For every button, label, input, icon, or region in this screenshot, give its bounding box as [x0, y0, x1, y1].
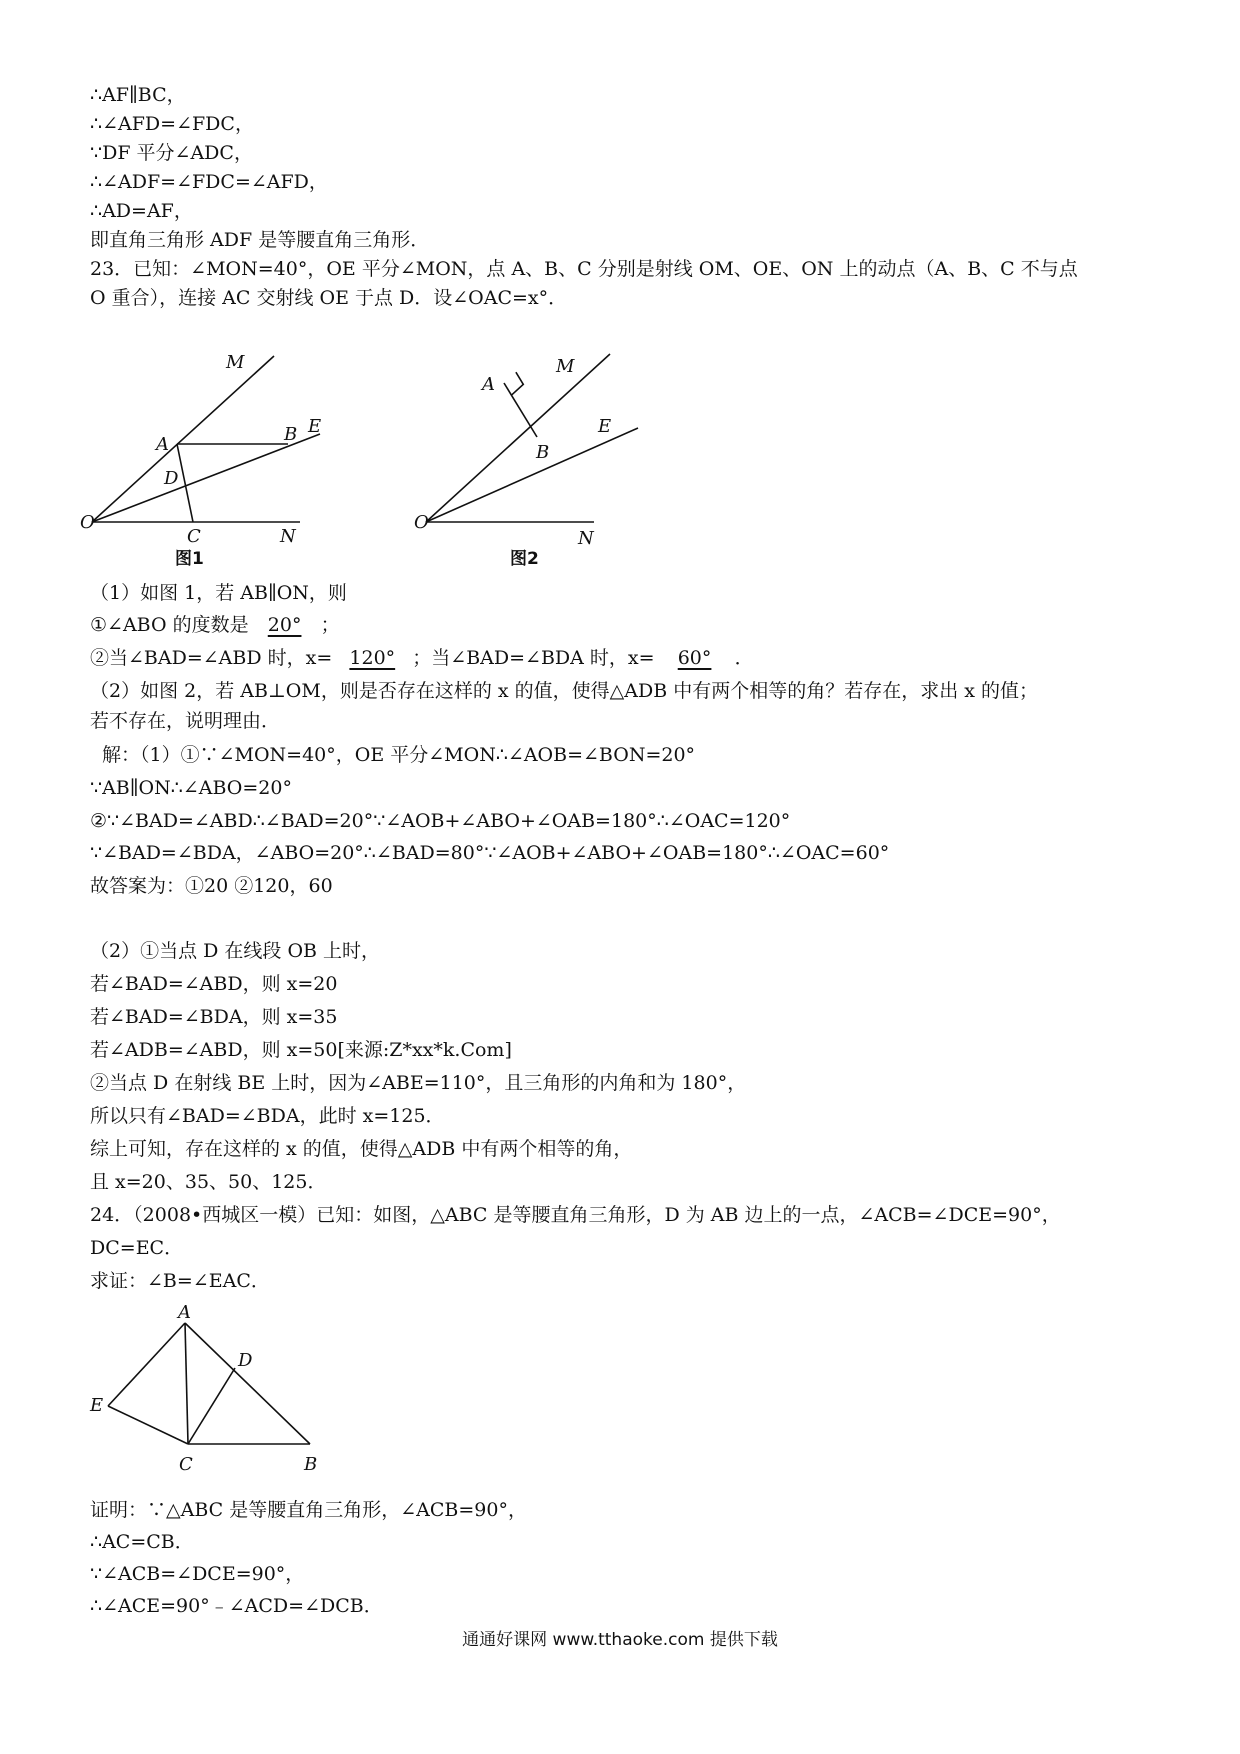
label-d: D	[238, 1350, 253, 1371]
label-c: C	[187, 526, 201, 547]
label-e: E	[308, 416, 322, 437]
label-b: B	[304, 1454, 318, 1475]
text-line: ∴AF∥BC，	[90, 84, 186, 106]
question-24-line2: DC=EC．	[90, 1237, 184, 1259]
right-angle-mark	[511, 372, 523, 395]
label-c: C	[179, 1454, 193, 1475]
ray-om	[426, 354, 610, 522]
question-24-line1: 24．（2008•西城区一模）已知：如图，△ABC 是等腰直角三角形，D 为 AB 边上的一点，∠ACB=∠DCE=90°，	[90, 1204, 1061, 1226]
part-1-heading: （1）如图 1，若 AB∥ON，则	[90, 582, 347, 604]
solution-line: （2）①当点 D 在线段 OB 上时，	[90, 940, 381, 962]
part-1-a-end: ；	[320, 614, 340, 636]
solution-line: ②当点 D 在射线 BE 上时，因为∠ABE=110°，且三角形的内角和为 180°，	[90, 1072, 747, 1094]
proof-line: ∵∠ACB=∠DCE=90°，	[90, 1563, 305, 1585]
label-o: O	[414, 512, 429, 533]
solution-line: 综上可知，存在这样的 x 的值，使得△ADB 中有两个相等的角，	[90, 1138, 633, 1160]
solution-line: ∵∠BAD=∠BDA，∠ABO=20°∴∠BAD=80°∵∠AOB+∠ABO+∠OAB=180°∴∠OAC=60°	[90, 842, 890, 864]
footer: 通通好课网 www.tthaoke.com 提供下载	[462, 1630, 778, 1650]
figure-2	[414, 348, 714, 574]
solution-line: 若∠BAD=∠ABD，则 x=20	[90, 973, 338, 995]
segment-ab	[185, 1323, 310, 1444]
solution-line: ②∵∠BAD=∠ABD∴∠BAD=20°∵∠AOB+∠ABO+∠OAB=180°∴∠OAC=120°	[90, 810, 791, 832]
segment-ec	[108, 1406, 188, 1444]
label-m: M	[226, 352, 245, 373]
figure-2-caption: 图2	[510, 549, 539, 569]
label-a: A	[156, 434, 169, 455]
text-line: ∴∠ADF=∠FDC=∠AFD，	[90, 171, 328, 193]
ray-om	[92, 356, 274, 522]
solution-line: ∵AB∥ON∴∠ABO=20°	[90, 777, 292, 799]
solution-line: 若∠BAD=∠BDA，则 x=35	[90, 1006, 338, 1028]
ray-oe	[92, 434, 320, 522]
part-1-b-mid: ；当∠BAD=∠BDA 时，x=	[412, 647, 655, 669]
proof-line: ∴AC=CB．	[90, 1531, 194, 1553]
text-line: ∵DF 平分∠ADC，	[90, 142, 253, 164]
label-b: B	[536, 442, 550, 463]
part-2-line2: 若不存在，说明理由．	[90, 710, 281, 732]
question-23-line1: 23．已知：∠MON=40°，OE 平分∠MON，点 A、B、C 分别是射线 OM、OE、ON 上的动点（A、B、C 不与点	[90, 258, 1078, 280]
part-1-b-text: ②当∠BAD=∠ABD 时，x=	[90, 647, 333, 669]
figure-3	[80, 1300, 340, 1480]
proof-line: ∴∠ACE=90°﹣∠ACD=∠DCB．	[90, 1595, 383, 1617]
solution-line: 所以只有∠BAD=∠BDA，此时 x=125．	[90, 1105, 445, 1127]
label-n: N	[280, 526, 296, 547]
label-n: N	[578, 528, 594, 549]
part-2-line1: （2）如图 2，若 AB⊥OM，则是否存在这样的 x 的值，使得△ADB 中有两个相等的角？若存在，求出 x 的值；	[90, 680, 1038, 702]
question-24-line3: 求证：∠B=∠EAC．	[90, 1270, 270, 1292]
label-a: A	[482, 374, 495, 395]
label-a: A	[178, 1302, 191, 1323]
solution-line: 故答案为：①20 ②120，60	[90, 875, 333, 897]
part-1-b-end: ．	[734, 647, 754, 669]
text-line: ∴∠AFD=∠FDC，	[90, 113, 254, 135]
segment-ac	[177, 444, 193, 522]
part-1-a	[90, 610, 340, 640]
segment-ae	[108, 1323, 185, 1406]
text-line: 即直角三角形 ADF 是等腰直角三角形．	[90, 229, 430, 251]
solution-line: 解：（1）①∵∠MON=40°，OE 平分∠MON∴∠AOB=∠BON=20°	[102, 744, 696, 766]
label-o: O	[80, 512, 95, 533]
label-m: M	[556, 356, 575, 377]
figure-1	[80, 348, 380, 574]
question-23-line2: O 重合），连接 AC 交射线 OE 于点 D．设∠OAC=x°．	[90, 287, 568, 309]
answer-blank-x2: 60°	[677, 647, 712, 669]
solution-line: 且 x=20、35、50、125．	[90, 1171, 327, 1193]
segment-ab	[504, 383, 537, 437]
text-line: ∴AD=AF，	[90, 200, 193, 222]
label-e: E	[90, 1395, 104, 1416]
segment-cd	[188, 1368, 235, 1444]
part-1-b	[90, 643, 754, 673]
ray-oe	[426, 428, 638, 522]
proof-line: 证明：∵△ABC 是等腰直角三角形，∠ACB=90°，	[90, 1499, 527, 1521]
answer-blank-abo: 20°	[267, 614, 302, 636]
part-1-a-text: ①∠ABO 的度数是	[90, 614, 249, 636]
segment-ac	[185, 1323, 188, 1444]
figure-1-caption: 图1	[175, 549, 204, 569]
solution-line: 若∠ADB=∠ABD，则 x=50[来源:Z*xx*k.Com]	[90, 1039, 512, 1061]
label-d: D	[164, 468, 179, 489]
answer-blank-x1: 120°	[349, 647, 396, 669]
label-b: B	[284, 424, 298, 445]
label-e: E	[598, 416, 612, 437]
